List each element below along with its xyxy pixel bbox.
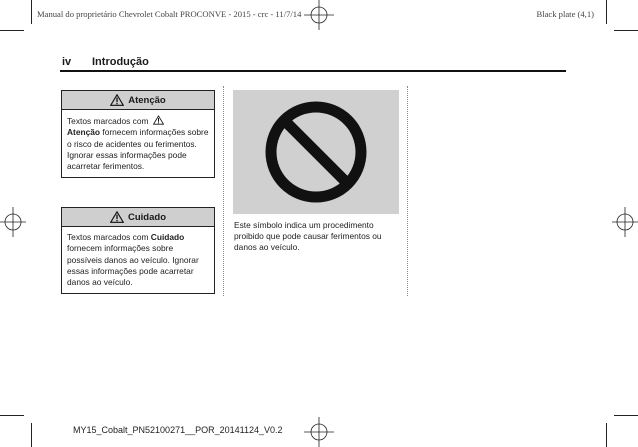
crop-mark-top-right-v: [606, 0, 607, 24]
crop-mark-bottom-right-v: [606, 423, 607, 447]
registration-mark-left-icon: [0, 207, 26, 237]
crop-mark-bottom-right-h: [614, 415, 638, 416]
print-slug-right: Black plate (4,1): [536, 9, 594, 19]
crop-mark-bottom-left-v: [31, 423, 32, 447]
header-rule: [60, 70, 566, 72]
warning-box-lead: Textos marcados com: [67, 116, 149, 126]
crop-mark-top-left-h: [0, 30, 24, 31]
warning-box-bold-word: Atenção: [67, 127, 101, 138]
registration-mark-right-icon: [612, 207, 638, 237]
caution-box-text: fornecem informações sobre possíveis danos ao veículo. Ignorar essas informações pode acarretar danos ao veículo.: [67, 243, 199, 288]
prohibited-symbol-icon: [261, 97, 371, 207]
footer-code: MY15_Cobalt_PN52100271__POR_20141124_V0.2: [73, 425, 283, 435]
warning-box-text: fornecem informações sobre o risco de acidentes ou ferimentos. Ignorar essas informações pode acarretar ferimentos.: [67, 127, 209, 172]
crop-mark-top-left-v: [31, 0, 32, 24]
caution-box-bold-word: Cuidado: [150, 232, 185, 242]
caution-box: [61, 207, 215, 294]
warning-box-body: [62, 110, 214, 177]
registration-mark-bottom-icon: [304, 417, 334, 447]
prohibited-symbol-figure: [233, 90, 399, 214]
page-number: iv: [62, 56, 72, 68]
caution-box-title: Cuidado: [128, 211, 166, 223]
warning-box-title: Atenção: [128, 94, 166, 106]
column-separator-2: [407, 86, 408, 296]
warning-box-header: [62, 91, 214, 110]
warning-triangle-icon: [110, 94, 124, 106]
crop-mark-top-right-h: [614, 30, 638, 31]
crop-mark-bottom-left-h: [0, 415, 24, 416]
caution-box-header: [62, 208, 214, 227]
caution-triangle-icon: [110, 211, 124, 223]
print-slug-left: Manual do proprietário Chevrolet Cobalt PROCONVE - 2015 - crc - 11/7/14: [37, 9, 302, 19]
registration-mark-top-icon: [304, 0, 334, 30]
warning-triangle-inline-icon: [153, 115, 164, 125]
column-separator-1: [223, 86, 224, 296]
warning-box: [61, 90, 215, 178]
section-title: Introdução: [92, 56, 149, 68]
caution-box-body: [62, 227, 214, 293]
figure-caption: Este símbolo indica um procedimento proibido que pode causar ferimentos ou danos ao veículo.: [234, 220, 382, 252]
caution-box-lead: Textos marcados com: [67, 232, 149, 242]
